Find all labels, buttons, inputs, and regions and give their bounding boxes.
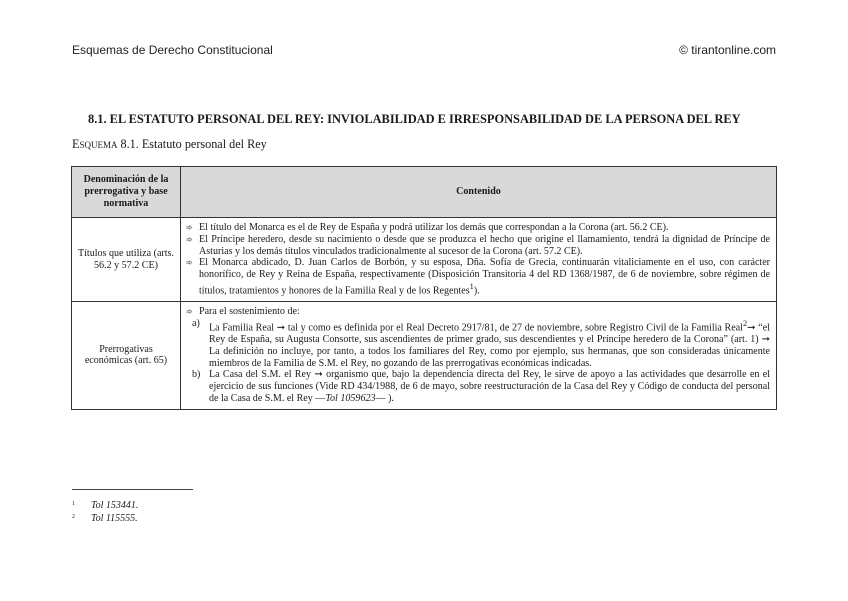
footnote-separator: [72, 489, 193, 490]
table-header-row: [72, 167, 777, 218]
bullet-icon: ➾: [186, 307, 193, 317]
tol-reference-link[interactable]: Tol 1059623: [325, 393, 376, 405]
row-label-economic: Prerrogativas económicas (art. 65): [72, 302, 181, 410]
bullet-icon: ➾: [186, 223, 193, 232]
footnote-ref[interactable]: 2: [742, 318, 748, 328]
sub-item-b: b) La Casa del S.M. el Rey ➞ organismo que, bajo la dependencia directa del Rey, le sirve de apoyo a las actividades que desarrolle en el ejercicio de sus funciones (Vide RD 434/1988, de 6 de mayo, sobre reestructuración de la Casa del Rey y Código de conducta del personal de la Casa de S.M. el Rey —Tol 1059623— ).: [192, 369, 771, 405]
bullet-icon: ➾: [186, 234, 193, 244]
bullet-icon: ➾: [186, 258, 193, 268]
row-content-titles: [181, 218, 777, 302]
footnote-ref[interactable]: 1: [469, 281, 474, 291]
list-item: ➾ El Príncipe heredero, desde su nacimiento o desde que se produzca el hecho que origine el llamamiento, tendrá la dignidad de Príncipe de Asturias y los demás títulos vinculados tradicionalmente al sucesor de la Corona (art. 57.2 CE).: [186, 233, 770, 257]
list-item: ➾ El título del Monarca es el de Rey de España y podrá utilizar los demás que correspondan a la Corona (art. 56.2 CE).: [186, 222, 669, 233]
figure-caption: [72, 137, 267, 152]
list-item: ➾ El Monarca abdicado, D. Juan Carlos de Borbón, y su esposa, Dña. Sofía de Grecia, continuarán vitaliciamente en el uso, con carácter honorífico, de Rey y Reina de España, respectivamente (Disposición Transitoria 4 del RD 1368/1987, de 6 de noviembre, sobre régimen de títulos, tratamientos y honores de la Familia Real y de los Regentes$^1$).: [186, 257, 770, 297]
header-content: Contenido: [181, 167, 777, 218]
header-denomination: Denominación de la prerrogativa y base normativa: [72, 167, 181, 218]
running-header-site: © tirantonline.com: [679, 43, 776, 57]
section-title: 8.1. EL ESTATUTO PERSONAL DEL REY: INVIOLABILIDAD E IRRESPONSABILIDAD DE LA PERSONA DEL REY: [88, 112, 741, 126]
arrow-icon: ➞: [747, 322, 756, 334]
footnote-2: $^2$ Tol 115555.: [72, 513, 138, 524]
table-row: [72, 302, 777, 410]
table-row: [72, 218, 777, 302]
arrow-icon: ➞: [314, 369, 323, 381]
list-item: ➾ Para el sostenimiento de:: [186, 306, 300, 318]
caption-text: 8.1. Estatuto personal del Rey: [117, 137, 267, 151]
sub-item-a: a) La Familia Real ➞ tal y como es definida por el Real Decreto 2917/81, de 27 de noviembre, sobre Registro Civil de la Familia Real$^2$➞ “el Rey de España, su Augusta Consorte, sus ascendientes de primer grado, sus descendientes y el Príncipe heredero de la Corona” (art. 1) ➞ La definición no incluye, por tanto, a todos los familiares del Rey, como por ejemplo, sus hermanas, que son consideradas únicamente miembros de la Familia de S.M. el Rey, no gozando de las prerrogativas económicas indicadas.: [192, 317, 770, 369]
arrow-icon: ➞: [761, 334, 770, 346]
prerogatives-table: [71, 166, 777, 410]
arrow-icon: ➞: [276, 322, 286, 334]
caption-label: Esquema: [72, 137, 118, 151]
running-header-title: Esquemas de Derecho Constitucional: [72, 43, 273, 57]
row-content-economic: [181, 302, 777, 410]
footnote-1: $^1$ Tol 153441.: [72, 500, 139, 511]
row-label-titles: Títulos que utiliza (arts. 56.2 y 57.2 CE): [72, 218, 181, 302]
